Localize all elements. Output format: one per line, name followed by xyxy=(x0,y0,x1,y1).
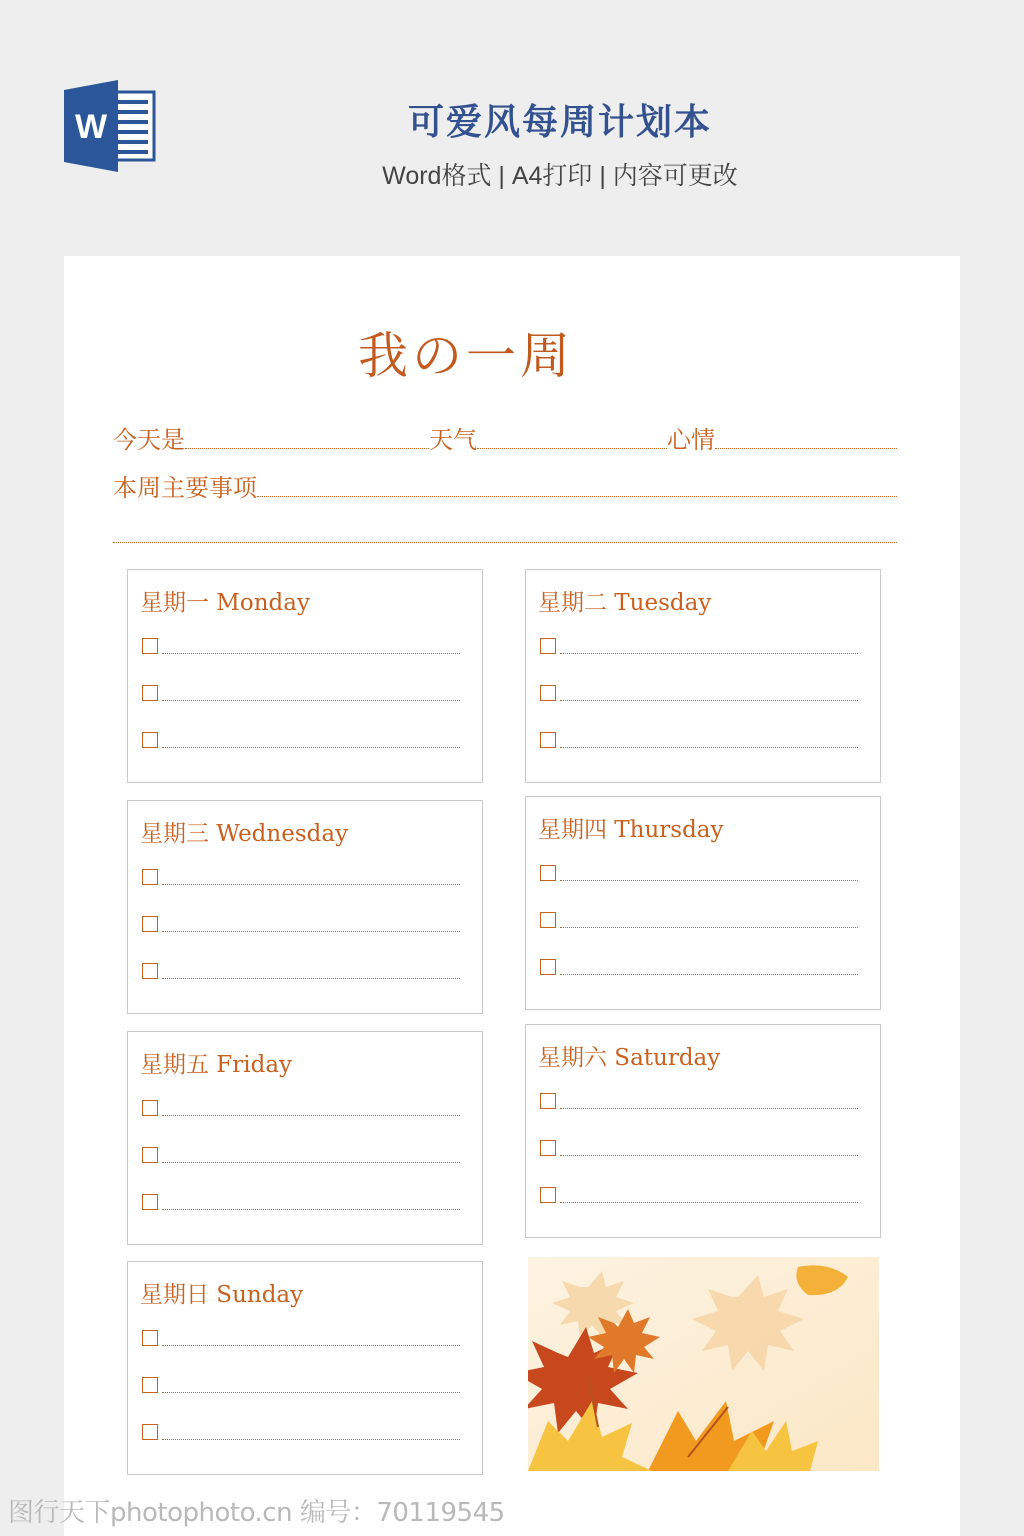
weather-label: 天气 xyxy=(429,426,477,454)
checkbox[interactable] xyxy=(540,865,556,881)
task-line[interactable] xyxy=(162,700,460,701)
checkbox[interactable] xyxy=(540,959,556,975)
task-line[interactable] xyxy=(162,1115,460,1116)
mood-label: 心情 xyxy=(667,426,715,454)
task-item[interactable] xyxy=(142,1371,460,1395)
task-line[interactable] xyxy=(162,1392,460,1393)
checkbox[interactable] xyxy=(142,732,158,748)
document-page xyxy=(64,256,960,1536)
task-item[interactable] xyxy=(540,632,858,656)
task-line[interactable] xyxy=(162,747,460,748)
day-title: 星期二 Tuesday xyxy=(538,590,712,616)
task-item[interactable] xyxy=(142,1094,460,1118)
day-box-tuesday xyxy=(525,569,881,783)
checkbox[interactable] xyxy=(142,1330,158,1346)
task-line[interactable] xyxy=(162,1162,460,1163)
task-item[interactable] xyxy=(142,632,460,656)
weekly-items-extra-line[interactable] xyxy=(113,542,897,543)
task-line[interactable] xyxy=(162,978,460,979)
autumn-leaves-image xyxy=(528,1257,879,1471)
task-item[interactable] xyxy=(540,859,858,883)
checkbox[interactable] xyxy=(142,869,158,885)
svg-text:W: W xyxy=(74,108,108,146)
task-line[interactable] xyxy=(560,700,858,701)
checkbox[interactable] xyxy=(142,916,158,932)
task-line[interactable] xyxy=(560,880,858,881)
task-item[interactable] xyxy=(142,1418,460,1442)
day-box-wednesday xyxy=(127,800,483,1014)
checkbox[interactable] xyxy=(142,963,158,979)
checkbox[interactable] xyxy=(540,732,556,748)
task-line[interactable] xyxy=(560,1155,858,1156)
day-title: 星期五 Friday xyxy=(140,1052,293,1078)
task-item[interactable] xyxy=(142,1188,460,1212)
task-item[interactable] xyxy=(540,1181,858,1205)
task-line[interactable] xyxy=(162,1345,460,1346)
day-box-monday xyxy=(127,569,483,783)
task-item[interactable] xyxy=(540,1087,858,1111)
checkbox[interactable] xyxy=(142,1147,158,1163)
checkbox[interactable] xyxy=(540,912,556,928)
task-line[interactable] xyxy=(162,653,460,654)
day-box-thursday xyxy=(525,796,881,1010)
checkbox[interactable] xyxy=(142,1424,158,1440)
task-item[interactable] xyxy=(540,953,858,977)
task-item[interactable] xyxy=(540,726,858,750)
task-line[interactable] xyxy=(560,653,858,654)
day-box-friday xyxy=(127,1031,483,1245)
mood-field[interactable] xyxy=(715,448,897,449)
task-item[interactable] xyxy=(142,679,460,703)
task-item[interactable] xyxy=(540,1134,858,1158)
checkbox[interactable] xyxy=(142,1377,158,1393)
info-row xyxy=(113,420,897,455)
weekly-items-field[interactable] xyxy=(257,496,897,497)
checkbox[interactable] xyxy=(540,1093,556,1109)
task-item[interactable] xyxy=(142,726,460,750)
task-line[interactable] xyxy=(162,1209,460,1210)
checkbox[interactable] xyxy=(540,1140,556,1156)
task-line[interactable] xyxy=(560,747,858,748)
weekly-items-label: 本周主要事项 xyxy=(113,474,257,502)
page-subtitle: Word格式 | A4打印 | 内容可更改 xyxy=(382,162,738,190)
weekly-items-row xyxy=(113,468,897,503)
task-line[interactable] xyxy=(560,974,858,975)
day-title: 星期四 Thursday xyxy=(538,817,724,843)
word-document-icon xyxy=(64,80,158,172)
checkbox[interactable] xyxy=(142,685,158,701)
task-item[interactable] xyxy=(142,863,460,887)
page-title: 可爱风每周计划本 xyxy=(407,102,712,143)
checkbox[interactable] xyxy=(142,638,158,654)
task-line[interactable] xyxy=(162,931,460,932)
today-field[interactable] xyxy=(185,448,429,449)
document-title: 我の一周 xyxy=(358,327,574,385)
day-title: 星期一 Monday xyxy=(140,590,310,616)
task-line[interactable] xyxy=(560,927,858,928)
today-label: 今天是 xyxy=(113,426,185,454)
checkbox[interactable] xyxy=(540,685,556,701)
day-title: 星期日 Sunday xyxy=(140,1282,304,1308)
watermark-text: 图行天下photophoto.cn 编号：70119545 xyxy=(8,1498,505,1528)
checkbox[interactable] xyxy=(540,1187,556,1203)
task-item[interactable] xyxy=(142,1141,460,1165)
day-title: 星期三 Wednesday xyxy=(140,821,349,847)
day-title: 星期六 Saturday xyxy=(538,1045,721,1071)
checkbox[interactable] xyxy=(540,638,556,654)
task-item[interactable] xyxy=(540,679,858,703)
task-line[interactable] xyxy=(560,1108,858,1109)
checkbox[interactable] xyxy=(142,1100,158,1116)
day-box-sunday xyxy=(127,1261,483,1475)
weather-field[interactable] xyxy=(477,448,667,449)
task-line[interactable] xyxy=(560,1202,858,1203)
task-line[interactable] xyxy=(162,884,460,885)
task-line[interactable] xyxy=(162,1439,460,1440)
task-item[interactable] xyxy=(142,1324,460,1348)
task-item[interactable] xyxy=(142,957,460,981)
checkbox[interactable] xyxy=(142,1194,158,1210)
task-item[interactable] xyxy=(540,906,858,930)
day-box-saturday xyxy=(525,1024,881,1238)
task-item[interactable] xyxy=(142,910,460,934)
